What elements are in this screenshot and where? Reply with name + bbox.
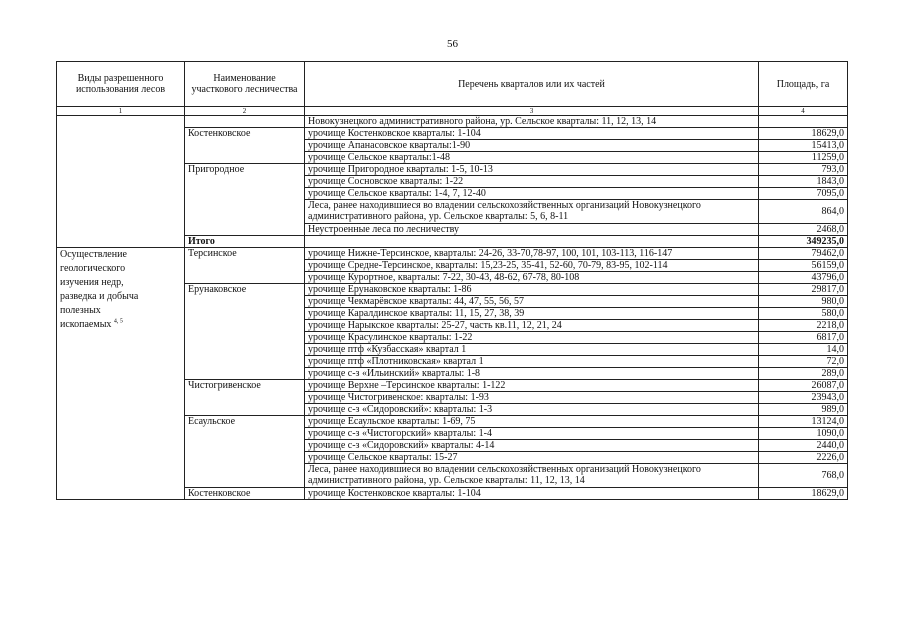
area-cell: 56159,0 xyxy=(759,260,848,272)
area-cell: 18629,0 xyxy=(759,488,848,500)
area-cell: 2468,0 xyxy=(759,224,848,236)
quarters-cell: урочище птф «Плотниковская» квартал 1 xyxy=(305,356,759,368)
forestry-cell: Костенковское xyxy=(185,128,305,164)
quarters-cell: урочище Средне-Терсинское, кварталы: 15,23-25, 35-41, 52-60, 70-79, 83-95, 102-114 xyxy=(305,260,759,272)
area-cell: 1843,0 xyxy=(759,176,848,188)
column-index: 4 xyxy=(759,107,848,116)
area-cell: 11259,0 xyxy=(759,152,848,164)
area-cell: 980,0 xyxy=(759,296,848,308)
quarters-cell: урочище Чекмарёвское кварталы: 44, 47, 55, 56, 57 xyxy=(305,296,759,308)
area-cell: 29817,0 xyxy=(759,284,848,296)
area-cell: 7095,0 xyxy=(759,188,848,200)
use-line: разведка и добыча xyxy=(60,291,139,302)
quarters-cell: урочище Есаульское кварталы: 1-69, 75 xyxy=(305,416,759,428)
table-row xyxy=(57,116,848,128)
use-line: Осуществление xyxy=(60,249,127,260)
area-cell: 23943,0 xyxy=(759,392,848,404)
quarters-cell: урочище птф «Кузбасская» квартал 1 xyxy=(305,344,759,356)
area-cell: 43796,0 xyxy=(759,272,848,284)
forestry-cell: Костенковское xyxy=(185,488,305,500)
quarters-cell: урочище с-з «Ильинский» кварталы: 1-8 xyxy=(305,368,759,380)
quarters-cell: урочище Сельское кварталы:1-48 xyxy=(305,152,759,164)
area-cell: 14,0 xyxy=(759,344,848,356)
use-cell xyxy=(57,248,185,500)
area-cell: 79462,0 xyxy=(759,248,848,260)
area-cell: 6817,0 xyxy=(759,332,848,344)
area-cell: 2218,0 xyxy=(759,320,848,332)
quarters-cell: урочище Костенковское кварталы: 1-104 xyxy=(305,488,759,500)
header-forestry: Наименование участкового лесничества xyxy=(185,62,305,107)
quarters-cell: Леса, ранее находившиеся во владении сельскохозяйственных организаций Новокузнецкого административного района, ур. Сельское кварталы: 5, 6, 8-11 xyxy=(305,200,759,224)
area-cell: 2440,0 xyxy=(759,440,848,452)
quarters-cell: урочище Сельское кварталы: 15-27 xyxy=(305,452,759,464)
quarters-cell: урочище Верхне –Терсинское кварталы: 1-122 xyxy=(305,380,759,392)
quarters-cell: урочище с-з «Сидоровский»: кварталы: 1-3 xyxy=(305,404,759,416)
use-line: ископаемых xyxy=(60,319,112,330)
area-cell: 13124,0 xyxy=(759,416,848,428)
column-index: 2 xyxy=(185,107,305,116)
use-cell-empty xyxy=(57,116,185,248)
page-number: 56 xyxy=(447,38,458,50)
area-cell: 72,0 xyxy=(759,356,848,368)
total-value: 349235,0 xyxy=(759,236,848,248)
column-index: 3 xyxy=(305,107,759,116)
use-line: геологического xyxy=(60,263,126,274)
quarters-cell: урочище Чистогривенское: кварталы: 1-93 xyxy=(305,392,759,404)
area-cell: 289,0 xyxy=(759,368,848,380)
area-cell: 2226,0 xyxy=(759,452,848,464)
quarters-cell: Леса, ранее находившиеся во владении сельскохозяйственных организаций Новокузнецкого административного района, ур. Сельское кварталы: 11, 12, 13, 14 xyxy=(305,464,759,488)
total-label: Итого xyxy=(185,236,305,248)
quarters-cell: урочище Сосновское кварталы: 1-22 xyxy=(305,176,759,188)
quarters-cell: урочище Нижне-Терсинское, кварталы: 24-26, 33-70,78-97, 100, 101, 103-113, 116-147 xyxy=(305,248,759,260)
header-area: Площадь, га xyxy=(759,62,848,107)
quarters-cell: Новокузнецкого административного района, ур. Сельское кварталы: 11, 12, 13, 14 xyxy=(305,116,759,128)
area-cell xyxy=(759,116,848,128)
quarters-cell: урочище Пригородное кварталы: 1-5, 10-13 xyxy=(305,164,759,176)
quarters-cell: урочище Курортное, кварталы: 7-22, 30-43, 48-62, 67-78, 80-108 xyxy=(305,272,759,284)
use-line: изучения недр, xyxy=(60,277,124,288)
forestry-cell: Терсинское xyxy=(185,248,305,284)
quarters-cell: урочище Нарыкское кварталы: 25-27, часть кв.11, 12, 21, 24 xyxy=(305,320,759,332)
area-cell: 15413,0 xyxy=(759,140,848,152)
footnote-ref: 4, 5 xyxy=(113,318,123,325)
forestry-cell-empty xyxy=(185,116,305,128)
forestry-cell: Ерунаковское xyxy=(185,284,305,380)
column-index-row xyxy=(57,107,848,116)
header-use: Виды разрешенного использования лесов xyxy=(57,62,185,107)
area-cell: 864,0 xyxy=(759,200,848,224)
table-row xyxy=(57,248,848,260)
quarters-cell: урочище Ерунаковское кварталы: 1-86 xyxy=(305,284,759,296)
area-cell: 580,0 xyxy=(759,308,848,320)
area-cell: 26087,0 xyxy=(759,380,848,392)
use-line: полезных xyxy=(60,305,101,316)
area-cell: 18629,0 xyxy=(759,128,848,140)
quarters-cell: урочище Каралдинское кварталы: 11, 15, 27, 38, 39 xyxy=(305,308,759,320)
forest-use-table xyxy=(56,61,848,500)
area-cell: 793,0 xyxy=(759,164,848,176)
forestry-cell: Чистогривенское xyxy=(185,380,305,416)
header-row xyxy=(57,62,848,107)
quarters-cell: урочище с-з «Чистогорский» кварталы: 1-4 xyxy=(305,428,759,440)
area-cell: 1090,0 xyxy=(759,428,848,440)
area-cell: 768,0 xyxy=(759,464,848,488)
header-quarters: Перечень кварталов или их частей xyxy=(305,62,759,107)
quarters-cell: урочище Красулинское кварталы: 1-22 xyxy=(305,332,759,344)
column-index: 1 xyxy=(57,107,185,116)
forestry-cell: Есаульское xyxy=(185,416,305,488)
quarters-cell: урочище Сельское кварталы: 1-4, 7, 12-40 xyxy=(305,188,759,200)
quarters-cell: урочище с-з «Сидоровский» кварталы: 4-14 xyxy=(305,440,759,452)
forestry-cell: Пригородное xyxy=(185,164,305,236)
quarters-cell: урочище Апанасовское кварталы:1-90 xyxy=(305,140,759,152)
quarters-cell: Неустроенные леса по лесничеству xyxy=(305,224,759,236)
quarters-cell: урочище Костенковское кварталы: 1-104 xyxy=(305,128,759,140)
total-cell-empty xyxy=(305,236,759,248)
area-cell: 989,0 xyxy=(759,404,848,416)
